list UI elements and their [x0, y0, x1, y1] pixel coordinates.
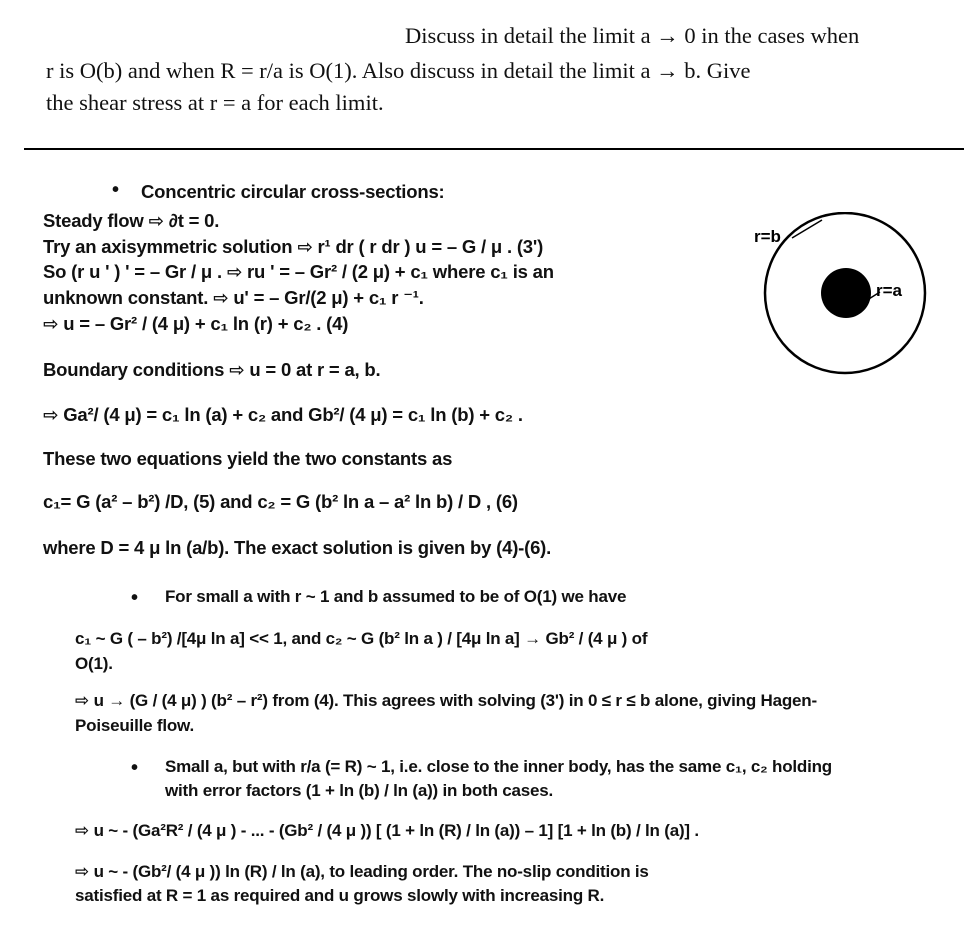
solution-line: ⇨ u ~ - (Gb²/ (4 μ )) ln (R) / ln (a), to leading order. The no-slip condition is: [75, 862, 649, 881]
bullet-2-icon: •: [131, 587, 139, 609]
concentric-circles-diagram: [740, 212, 976, 412]
solution-heading: Concentric circular cross-sections:: [141, 181, 445, 202]
inner-disk: [821, 268, 871, 318]
solution-line: So (r u ' ) ' = – Gr / μ . ⇨ ru ' = – Gr² / (2 μ) + c₁ where c₁ is an: [43, 261, 554, 282]
solution-line: satisfied at R = 1 as required and u grows slowly with increasing R.: [75, 886, 605, 905]
solution-line: Try an axisymmetric solution ⇨ r¹ dr ( r dr ) u = – G / μ . (3'): [43, 236, 544, 257]
question-line-2: r is O(b) and when R = r/a is O(1). Also discuss in detail the limit a → b. Give: [46, 58, 751, 83]
inner-label: r=a: [876, 281, 902, 300]
solution-line: c₁= G (a² – b²) /D, (5) and c₂ = G (b² ln a – a² ln b) / D , (6): [43, 491, 518, 512]
bullet-1-icon: •: [112, 179, 120, 201]
solution-line: Boundary conditions ⇨ u = 0 at r = a, b.: [43, 359, 381, 380]
solution-line: ⇨ u ~ - (Ga²R² / (4 μ ) - ... - (Gb² / (4 μ )) [ (1 + ln (R) / ln (a)) – 1] [1 + ln (b) / ln (a)] .: [75, 821, 699, 840]
question-line-3: the shear stress at r = a for each limit.: [46, 90, 384, 115]
bullet-3-line-1: Small a, but with r/a (= R) ~ 1, i.e. close to the inner body, has the same c₁, c₂ holding: [165, 757, 832, 776]
solution-line: Steady flow ⇨ ∂t = 0.: [43, 210, 220, 231]
bullet-3-line-2: with error factors (1 + ln (b) / ln (a)) in both cases.: [165, 781, 554, 800]
section-divider: [24, 148, 964, 150]
solution-line: ⇨ Ga²/ (4 μ) = c₁ ln (a) + c₂ and Gb²/ (4 μ) = c₁ ln (b) + c₂ .: [43, 404, 523, 425]
bullet-3-icon: •: [131, 757, 139, 779]
solution-line: c₁ ~ G ( – b²) /[4μ ln a] << 1, and c₂ ~ G (b² ln a ) / [4μ ln a] → Gb² / (4 μ ) of: [75, 629, 648, 648]
question-line-1: Discuss in detail the limit a → 0 in the cases when: [405, 23, 860, 48]
solution-line: O(1).: [75, 654, 113, 673]
solution-line: unknown constant. ⇨ u' = – Gr/(2 μ) + c₁ r ⁻¹.: [43, 287, 424, 308]
solution-line: Poiseuille flow.: [75, 716, 194, 735]
outer-label: r=b: [754, 227, 781, 246]
solution-line: ⇨ u → (G / (4 μ) ) (b² – r²) from (4). This agrees with solving (3') in 0 ≤ r ≤ b alone, giving Hagen-: [75, 691, 817, 710]
solution-line: ⇨ u = – Gr² / (4 μ) + c₁ ln (r) + c₂ . (4): [43, 313, 349, 334]
solution-line: These two equations yield the two constants as: [43, 448, 453, 469]
solution-line: where D = 4 μ ln (a/b). The exact solution is given by (4)-(6).: [43, 537, 552, 558]
bullet-2-text: For small a with r ~ 1 and b assumed to be of O(1) we have: [165, 587, 627, 606]
